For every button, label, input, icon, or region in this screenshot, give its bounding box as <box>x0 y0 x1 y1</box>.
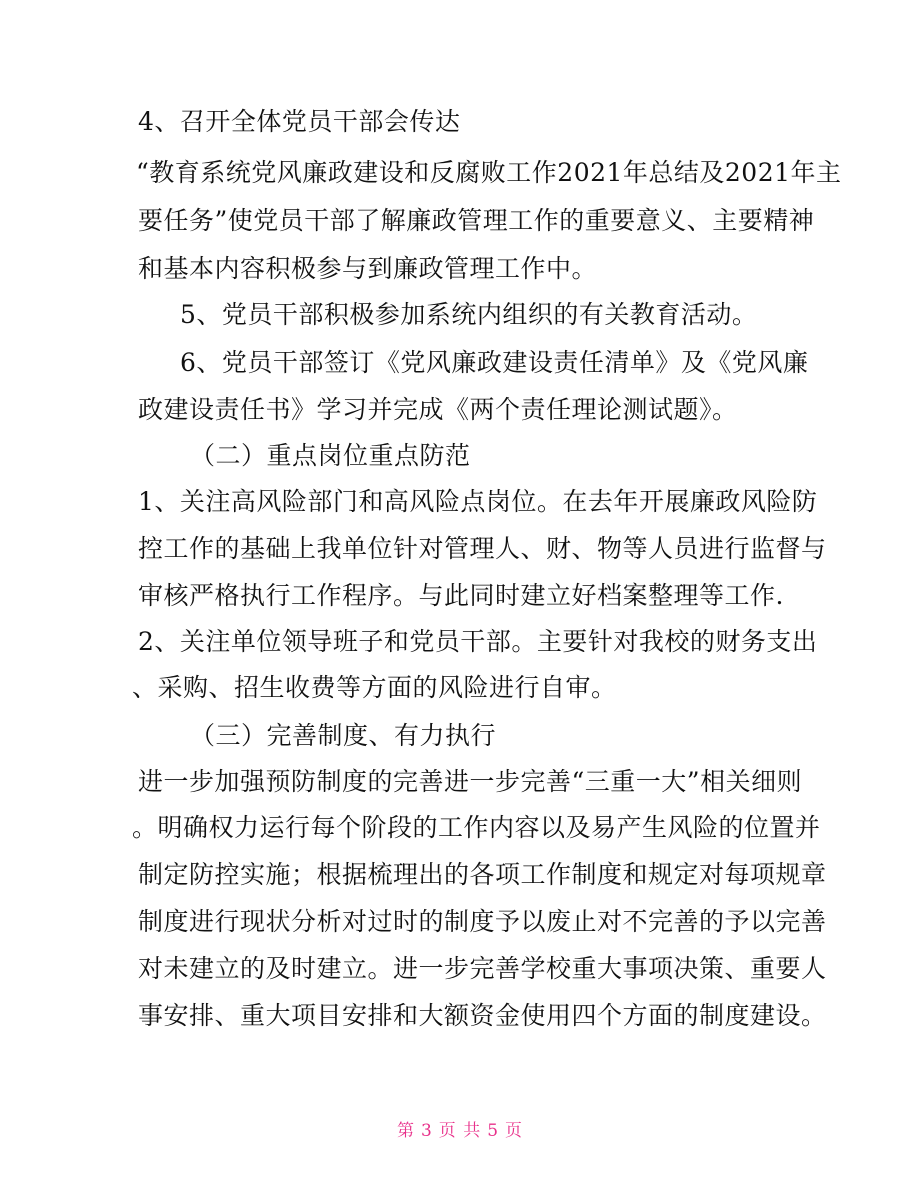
section-heading: （二）重点岗位重点防范 <box>190 441 471 470</box>
paragraph-line: 4、召开全体党员干部会传达 <box>138 107 461 136</box>
paragraph-line: 6、党员干部签订《党风廉政建设责任清单》及《党风廉 <box>180 348 809 377</box>
paragraph-line: 、采购、招生收费等方面的风险进行自审。 <box>132 673 617 702</box>
paragraph-line: 。明确权力运行每个阶段的工作内容以及易产生风险的位置并 <box>132 813 821 842</box>
paragraph-line: 政建设责任书》学习并完成《两个责任理论测试题》。 <box>138 395 738 424</box>
current-page-number: 3 <box>420 1121 433 1141</box>
paragraph-line: 控工作的基础上我单位针对管理人、财、物等人员进行监督与 <box>138 534 827 563</box>
paragraph-line: 2、关注单位领导班子和党员干部。主要针对我校的财务支出 <box>138 627 818 656</box>
footer-prefix: 第 <box>396 1121 415 1141</box>
section-heading: （三）完善制度、有力执行 <box>190 721 497 750</box>
footer-middle: 页 共 <box>438 1121 482 1141</box>
paragraph-line: 事安排、重大项目安排和大额资金使用四个方面的制度建设。 <box>138 1001 827 1030</box>
paragraph-line: 要任务”使党员干部了解廉政管理工作的重要意义、主要精神 <box>138 206 815 235</box>
paragraph-line: 1、关注高风险部门和高风险点岗位。在去年开展廉政风险防 <box>138 487 818 516</box>
paragraph-line: 和基本内容积极参与到廉政管理工作中。 <box>138 254 598 283</box>
paragraph-line: 进一步加强预防制度的完善进一步完善“三重一大”相关细则 <box>138 767 803 796</box>
paragraph-line: 制定防控实施；根据梳理出的各项工作制度和规定对每项规章 <box>138 860 827 889</box>
paragraph-line: 对未建立的及时建立。进一步完善学校重大事项决策、重要人 <box>138 954 827 983</box>
paragraph-line: “教育系统党风廉政建设和反腐败工作2021年总结及2021年主 <box>136 158 842 187</box>
total-page-number: 5 <box>487 1121 500 1141</box>
footer-suffix: 页 <box>505 1121 524 1141</box>
paragraph-line: 5、党员干部积极参加系统内组织的有关教育活动。 <box>180 300 758 329</box>
paragraph-line: 审核严格执行工作程序。与此同时建立好档案整理等工作. <box>138 581 784 610</box>
page-footer <box>0 1116 920 1141</box>
paragraph-line: 制度进行现状分析对过时的制度予以废止对不完善的予以完善 <box>138 907 827 936</box>
